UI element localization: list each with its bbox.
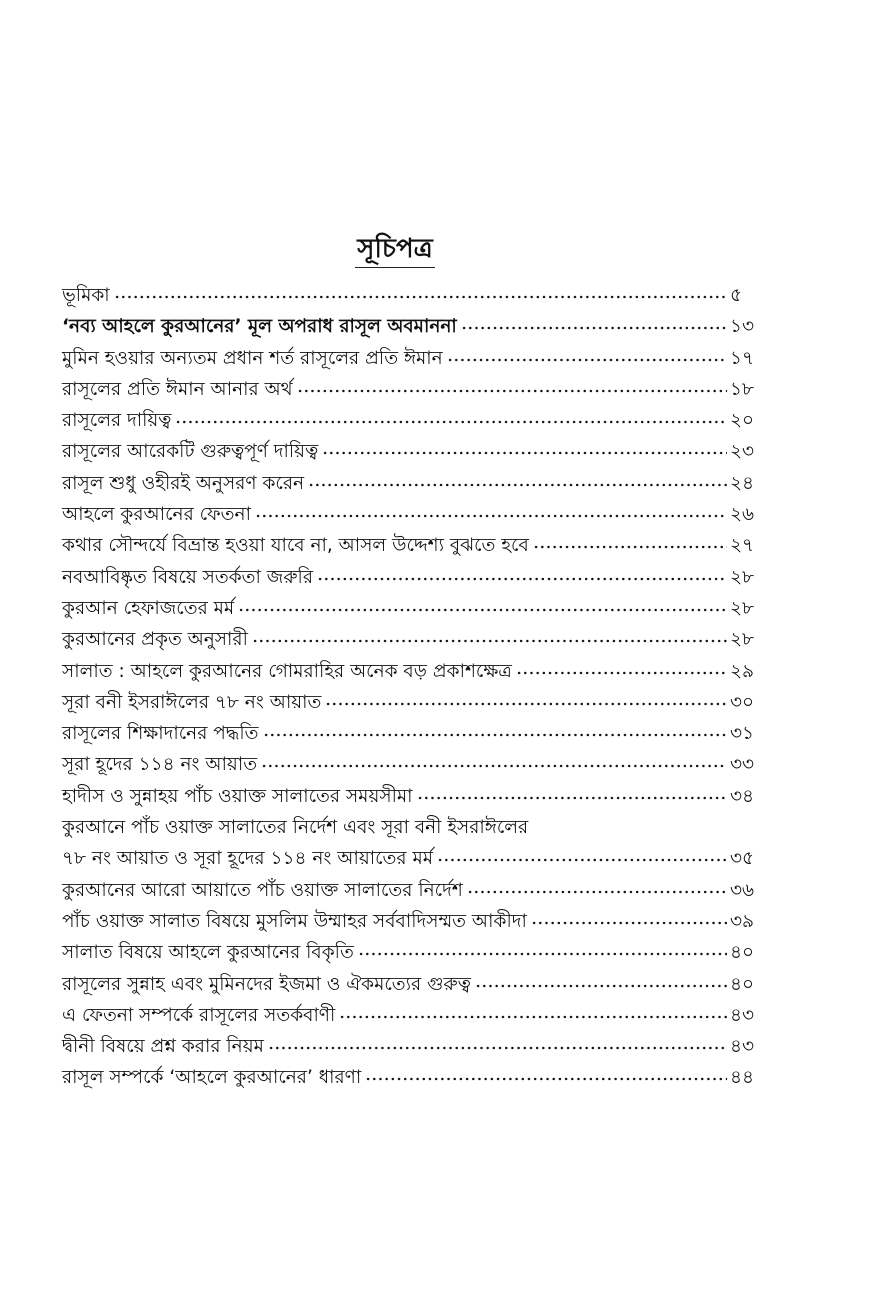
dot-leader xyxy=(297,377,727,397)
toc-page-number: ৪০ xyxy=(730,942,755,964)
toc-entry-title: কুরআন হেফাজতের মর্ম xyxy=(62,597,235,619)
toc-page-number: ৪৪ xyxy=(730,1067,755,1089)
toc-entry-title: রাসূল সম্পর্কে ‘আহলে কুরআনের’ ধারণা xyxy=(62,1067,362,1089)
toc-entry xyxy=(62,843,760,874)
toc-page-number: ৪৩ xyxy=(730,1004,755,1026)
toc-page-number: ১৩ xyxy=(730,316,755,338)
toc-page-number: ৩৫ xyxy=(730,848,755,870)
toc-page-number: ৪০ xyxy=(730,973,755,995)
dot-leader xyxy=(263,721,727,741)
dot-leader xyxy=(531,909,727,929)
toc-entry xyxy=(62,374,760,405)
toc-entry xyxy=(62,405,760,436)
toc-entry xyxy=(62,562,760,593)
toc-entry-title: রাসূলের আরেকটি গুরুত্বপূর্ণ দায়িত্ব xyxy=(62,441,319,463)
toc-entry xyxy=(62,969,760,1000)
toc-entry xyxy=(62,343,760,374)
dot-leader xyxy=(447,346,727,366)
toc-entry xyxy=(62,1000,760,1031)
toc-entry xyxy=(62,624,760,655)
toc-entry xyxy=(62,1031,760,1062)
toc-page-number: ৩০ xyxy=(730,691,755,713)
dot-leader xyxy=(533,533,727,553)
toc-entry xyxy=(62,436,760,467)
toc-entry xyxy=(62,311,760,342)
toc-entry-line xyxy=(62,812,760,843)
toc-page-number: ১৭ xyxy=(730,347,755,369)
toc-entry xyxy=(62,937,760,968)
dot-leader xyxy=(114,283,727,303)
toc-entry xyxy=(62,499,760,530)
toc-page-number: ২৮ xyxy=(730,629,755,651)
toc-page-number: ২৮ xyxy=(730,566,755,588)
toc-entry-title: সূরা হূদের ১১৪ নং আয়াত xyxy=(62,754,258,776)
toc-page-number: ২৭ xyxy=(730,535,755,557)
toc-entry-title: রাসূলের শিক্ষাদানের পদ্ধতি xyxy=(62,723,259,745)
toc-entry-title: সালাত : আহলে কুরআনের গোমরাহির অনেক বড় প্রকাশক্ষেত্র xyxy=(62,660,512,682)
toc-entry-title: রাসূল শুধু ওহীরই অনুসরণ করেন xyxy=(62,472,305,494)
toc-page-number: ৩১ xyxy=(730,723,755,745)
dot-leader xyxy=(317,565,727,585)
toc-entry-title: মুমিন হওয়ার অন্যতম প্রধান শর্ত রাসূলের প্রতি ঈমান xyxy=(62,347,443,369)
toc-entry-title: কুরআনে পাঁচ ওয়াক্ত সালাতের নির্দেশ এবং সূরা বনী ইসরাঈলের xyxy=(62,817,529,839)
toc-page-number: ২৬ xyxy=(730,504,755,526)
toc-entry-title: পাঁচ ওয়াক্ত সালাত বিষয়ে মুসলিম উম্মাহর সর্ববাদিসম্মত আকীদা xyxy=(62,910,527,932)
toc-entry xyxy=(62,875,760,906)
toc-entry xyxy=(62,1062,760,1093)
toc-entry xyxy=(62,593,760,624)
toc-page-number: ৩৬ xyxy=(730,879,755,901)
toc-entry-title: ভূমিকা xyxy=(62,285,110,306)
dot-leader xyxy=(261,752,727,772)
dot-leader xyxy=(358,940,727,960)
dot-leader xyxy=(365,1065,727,1085)
toc-entry-title: ৭৮ নং আয়াত ও সূরা হূদের ১১৪ নং আয়াতের মর্ম xyxy=(62,848,434,870)
dot-leader xyxy=(475,972,727,992)
dot-leader xyxy=(437,846,727,866)
toc-entry xyxy=(62,687,760,718)
toc-entry-title: সালাত বিষয়ে আহলে কুরআনের বিকৃতি xyxy=(62,942,354,964)
dot-leader xyxy=(308,471,727,491)
dot-leader xyxy=(238,596,727,616)
toc-entry-title: কথার সৌন্দর্যে বিভ্রান্ত হওয়া যাবে না, আসল উদ্দেশ্য বুঝতে হবে xyxy=(62,535,529,557)
page-title xyxy=(0,232,870,268)
dot-leader xyxy=(255,502,727,522)
toc-page-number: ৩৩ xyxy=(730,754,755,776)
dot-leader xyxy=(417,784,727,804)
dot-leader xyxy=(175,408,727,428)
toc-page-number: ৩৯ xyxy=(730,910,755,932)
toc-page-number: ৩৪ xyxy=(730,785,755,807)
dot-leader xyxy=(339,1003,727,1023)
toc-entry xyxy=(62,781,760,812)
dot-leader xyxy=(325,690,727,710)
toc-entry-title: হাদীস ও সুন্নাহয় পাঁচ ওয়াক্ত সালাতের সময়সীমা xyxy=(62,785,413,807)
dot-leader xyxy=(322,439,727,459)
toc-entry-title: আহলে কুরআনের ফেতনা xyxy=(62,504,251,526)
toc-entry-title: দ্বীনী বিষয়ে প্রশ্ন করার নিয়ম xyxy=(62,1036,264,1058)
toc-entry-title: নবআবিষ্কৃত বিষয়ে সতর্কতা জরুরি xyxy=(62,566,314,588)
toc-entry-title: সূরা বনী ইসরাঈলের ৭৮ নং আয়াত xyxy=(62,691,322,713)
toc-entry-title: রাসূলের দায়িত্ব xyxy=(62,410,172,432)
toc-entry-title: এ ফেতনা সম্পর্কে রাসূলের সতর্কবাণী xyxy=(62,1004,336,1026)
toc-page-number: ২০ xyxy=(730,410,755,432)
toc-page-number: ২৩ xyxy=(730,441,755,463)
toc-entry xyxy=(62,280,760,311)
toc-entry-title: রাসূলের প্রতি ঈমান আনার অর্থ xyxy=(62,378,293,400)
toc-entry xyxy=(62,718,760,749)
toc-page-number: ৪৩ xyxy=(730,1036,755,1058)
dot-leader xyxy=(461,314,727,334)
toc-page-number: ২৪ xyxy=(730,472,755,494)
toc-entry-title: কুরআনের আরো আয়াতে পাঁচ ওয়াক্ত সালাতের নির্দেশ xyxy=(62,879,463,901)
title-text: সূচিপত্র xyxy=(355,232,434,268)
table-of-contents xyxy=(62,280,760,1094)
toc-entry xyxy=(62,530,760,561)
dot-leader xyxy=(516,659,727,679)
toc-entry xyxy=(62,656,760,687)
toc-entry-title: রাসূলের সুন্নাহ এবং মুমিনদের ইজমা ও ঐকমত্যের গুরুত্ব xyxy=(62,973,471,995)
toc-page-number: ২৮ xyxy=(730,597,755,619)
dot-leader xyxy=(252,627,727,647)
toc-entry xyxy=(62,906,760,937)
toc-page-number: ১৮ xyxy=(730,378,755,400)
toc-entry xyxy=(62,749,760,780)
toc-entry-title: ‘নব্য আহলে কুরআনের’ মূল অপরাধ রাসূল অবমাননা xyxy=(62,316,457,338)
toc-page-number: ২৯ xyxy=(730,660,755,682)
dot-leader xyxy=(467,878,727,898)
dot-leader xyxy=(268,1034,727,1054)
toc-page-number: ৫ xyxy=(730,285,743,306)
toc-entry-title: কুরআনের প্রকৃত অনুসারী xyxy=(62,629,248,651)
toc-entry xyxy=(62,468,760,499)
